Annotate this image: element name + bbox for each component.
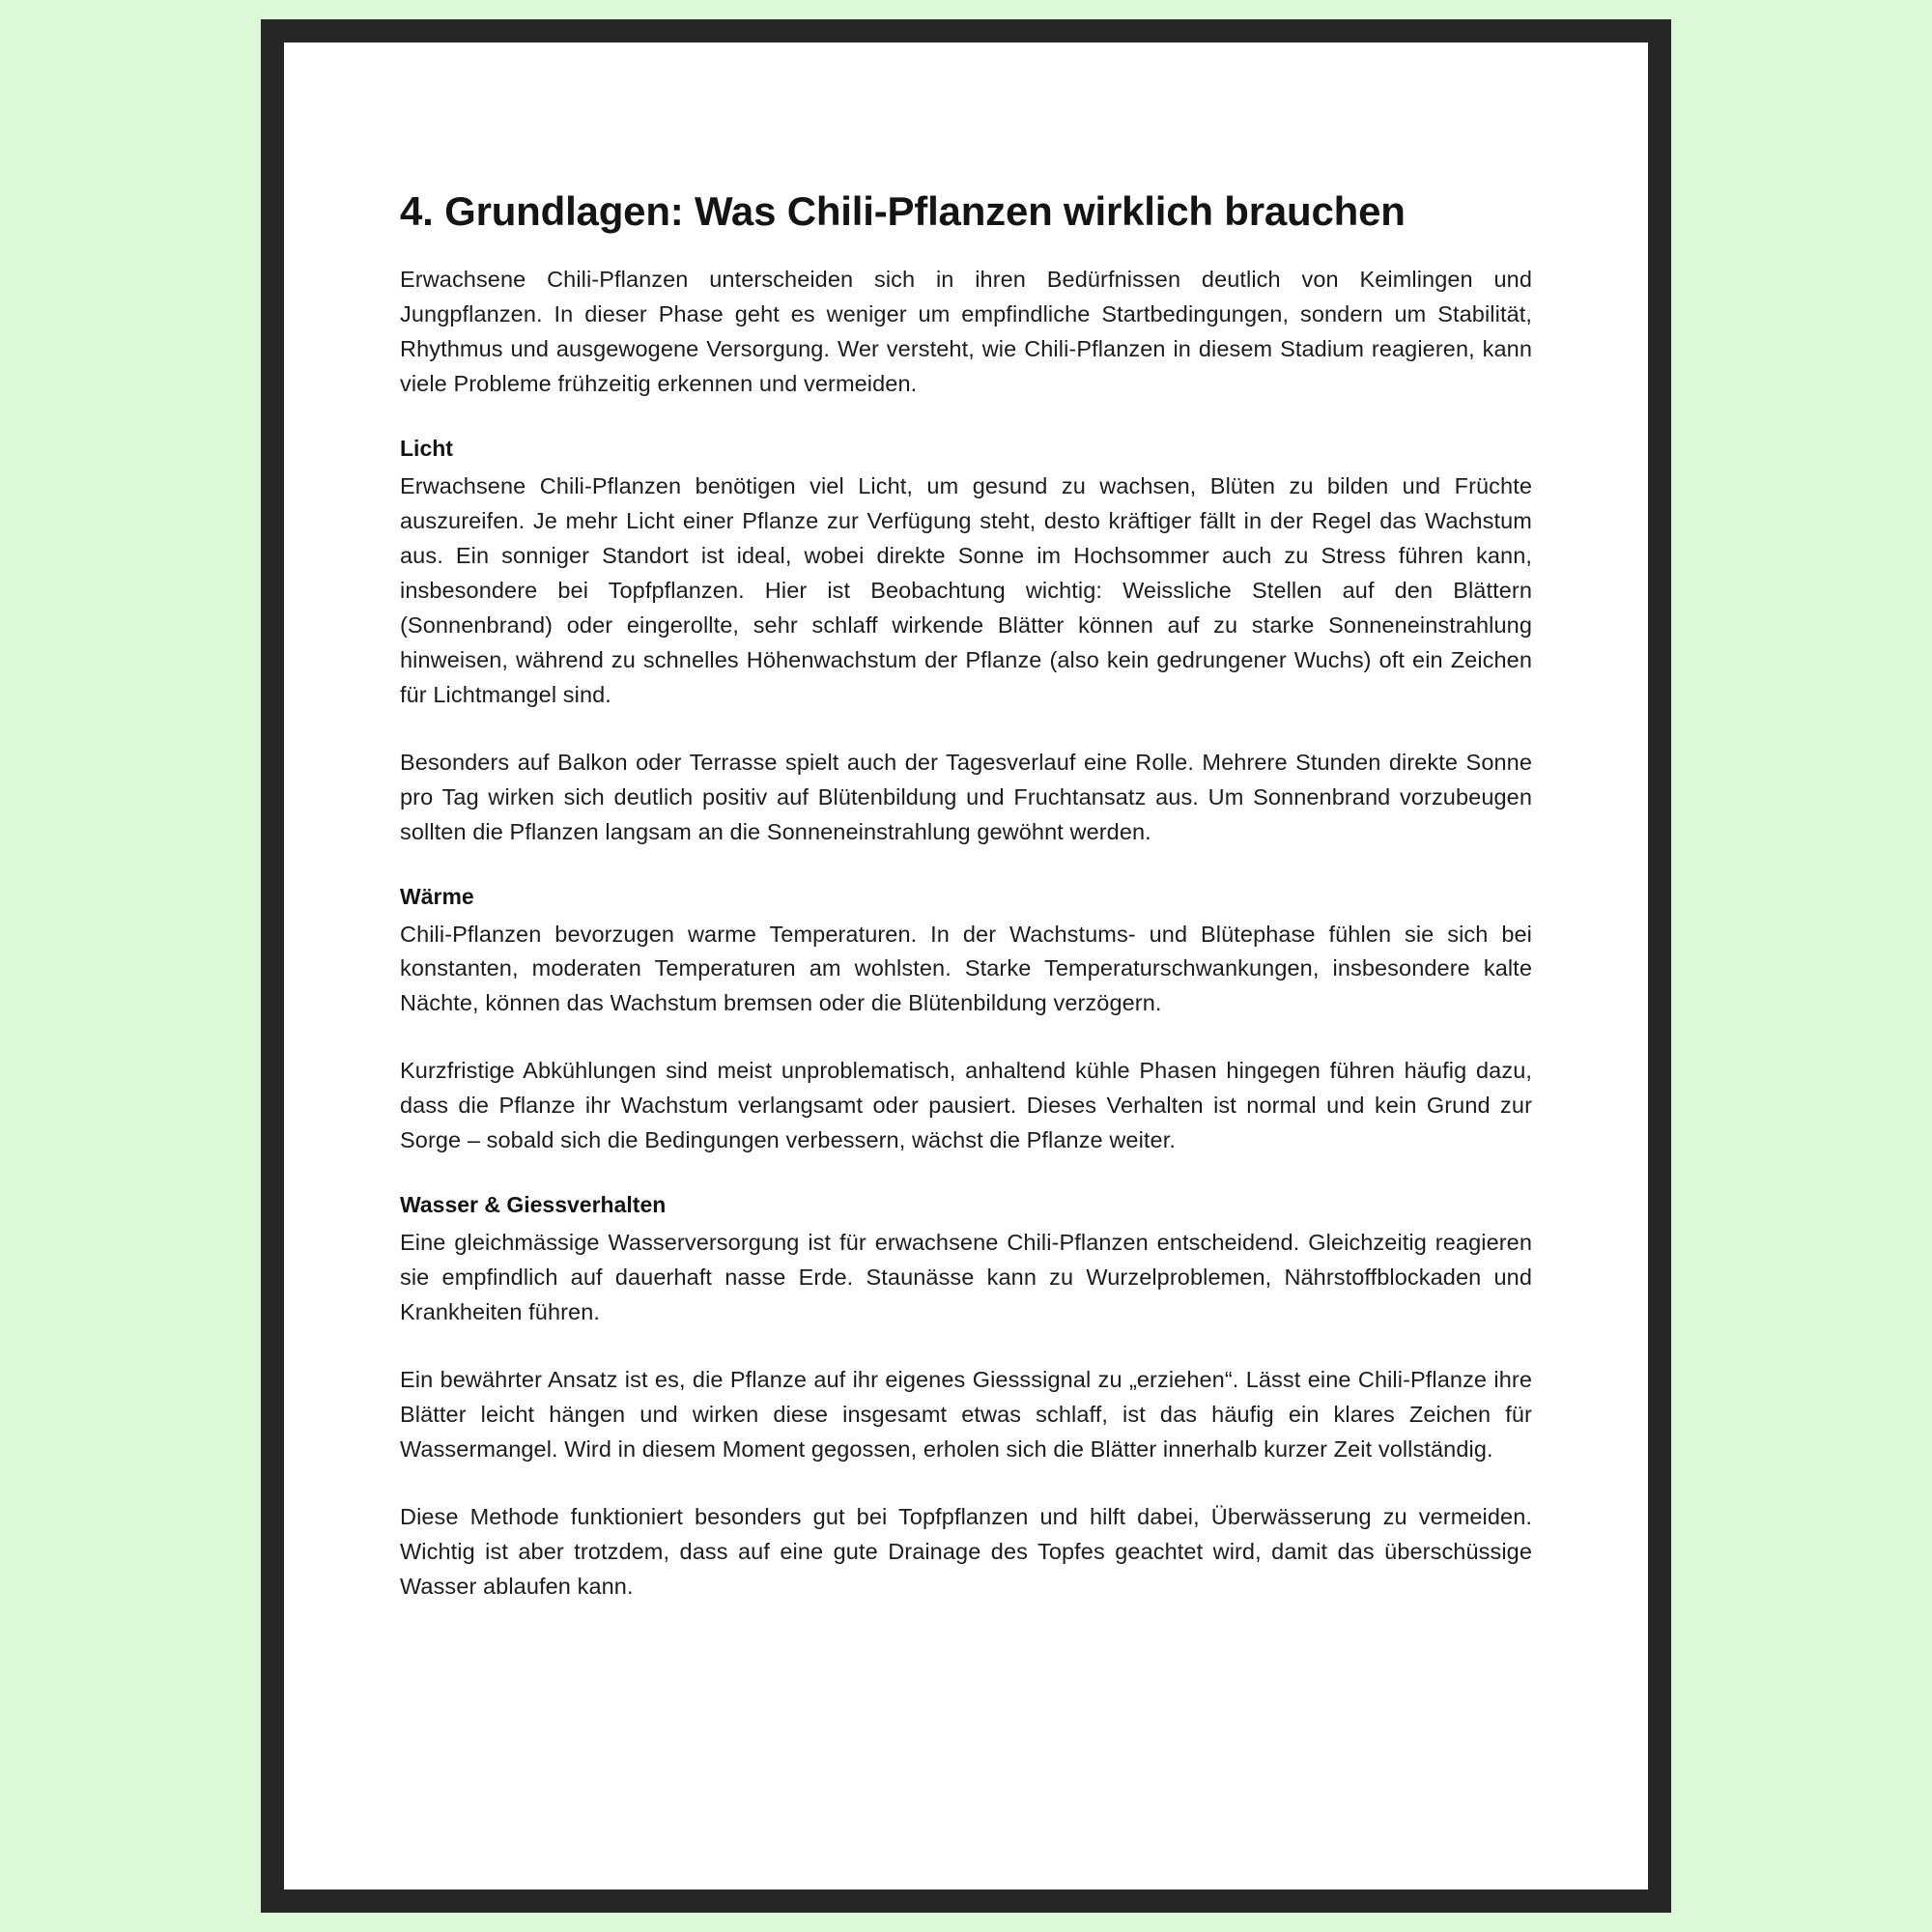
paragraph: Besonders auf Balkon oder Terrasse spielt auch der Tagesverlauf eine Rolle. Mehrere Stunden direkte Sonne pro Tag wirken sich deutlich positiv auf Blütenbildung und Fruchtansatz aus. Um Sonnenbrand vorzubeugen sollten die Pflanzen langsam an die Sonneneinstrahlung gewöhnt werden. bbox=[400, 749, 1532, 844]
paragraph: Ein bewährter Ansatz ist es, die Pflanze auf ihr eigenes Giesssignal zu „erziehen“. Lässt eine Chili-Pflanze ihre Blätter leicht hängen und wirken diese insgesamt etwas schlaff, ist das häufig ein klares Zeichen für Wassermangel. Wird in diesem Moment gegossen, erholen sich die Blätter innerhalb kurzer Zeit vollständig. bbox=[400, 1366, 1532, 1462]
document-page bbox=[284, 43, 1648, 1889]
section-heading-waerme: Wärme bbox=[400, 883, 474, 909]
paragraph: Diese Methode funktioniert besonders gut bei Topfpflanzen und hilft dabei, Überwässerung zu vermeiden. Wichtig ist aber trotzdem, dass auf eine gute Drainage des Topfes geachtet wird, damit das überschüssige Wasser ablaufen kann. bbox=[400, 1503, 1532, 1599]
section-heading-wasser-giessverhalten: Wasser & Giessverhalten bbox=[400, 1192, 667, 1218]
paragraph: Eine gleichmässige Wasserversorgung ist für erwachsene Chili-Pflanzen entscheidend. Gleichzeitig reagieren sie empfindlich auf dauerhaft nasse Erde. Staunässe kann zu Wurzelproblemen, Nährstoffblockaden und Krankheiten führen. bbox=[400, 1230, 1532, 1325]
paragraph: Erwachsene Chili-Pflanzen benötigen viel Licht, um gesund zu wachsen, Blüten zu bilden und Früchte auszureifen. Je mehr Licht einer Pflanze zur Verfügung steht, desto kräftiger fällt in der Regel das Wachstum aus. Ein sonniger Standort ist ideal, wobei direkte Sonne im Hochsommer auch zu Stress führen kann, insbesondere bei Topfpflanzen. Hier ist Beobachtung wichtig: Weissliche Stellen auf den Blättern (Sonnenbrand) oder eingerollte, sehr schlaff wirkende Blätter können auf zu starke Sonneneinstrahlung hinweisen, während zu schnelles Höhenwachstum der Pflanze (also kein gedrungener Wuchs) oft ein Zeichen für Lichtmangel sind. bbox=[400, 473, 1532, 707]
intro-paragraph: Erwachsene Chili-Pflanzen unterscheiden sich in ihren Bedürfnissen deutlich von Keimlingen und Jungpflanzen. In dieser Phase geht es weniger um empfindliche Startbedingungen, sondern um Stabilität, Rhythmus und ausgewogene Versorgung. Wer versteht, wie Chili-Pflanzen in diesem Stadium reagieren, kann viele Probleme frühzeitig erkennen und vermeiden. bbox=[400, 267, 1532, 397]
section-heading-licht: Licht bbox=[400, 436, 453, 462]
paragraph: Kurzfristige Abkühlungen sind meist unproblematisch, anhaltend kühle Phasen hingegen führen häufig dazu, dass die Pflanze ihr Wachstum verlangsamt oder pausiert. Dieses Verhalten ist normal und kein Grund zur Sorge – sobald sich die Bedingungen verbessern, wächst die Pflanze weiter. bbox=[400, 1058, 1532, 1153]
document-frame bbox=[261, 19, 1671, 1913]
page-title: 4. Grundlagen: Was Chili-Pflanzen wirklich brauchen bbox=[400, 188, 1406, 234]
paragraph: Chili-Pflanzen bevorzugen warme Temperaturen. In der Wachstums- und Blütephase fühlen sie sich bei konstanten, moderaten Temperaturen am wohlsten. Starke Temperaturschwankungen, insbesondere kalte Nächte, können das Wachstum bremsen oder die Blütenbildung verzögern. bbox=[400, 921, 1532, 1016]
